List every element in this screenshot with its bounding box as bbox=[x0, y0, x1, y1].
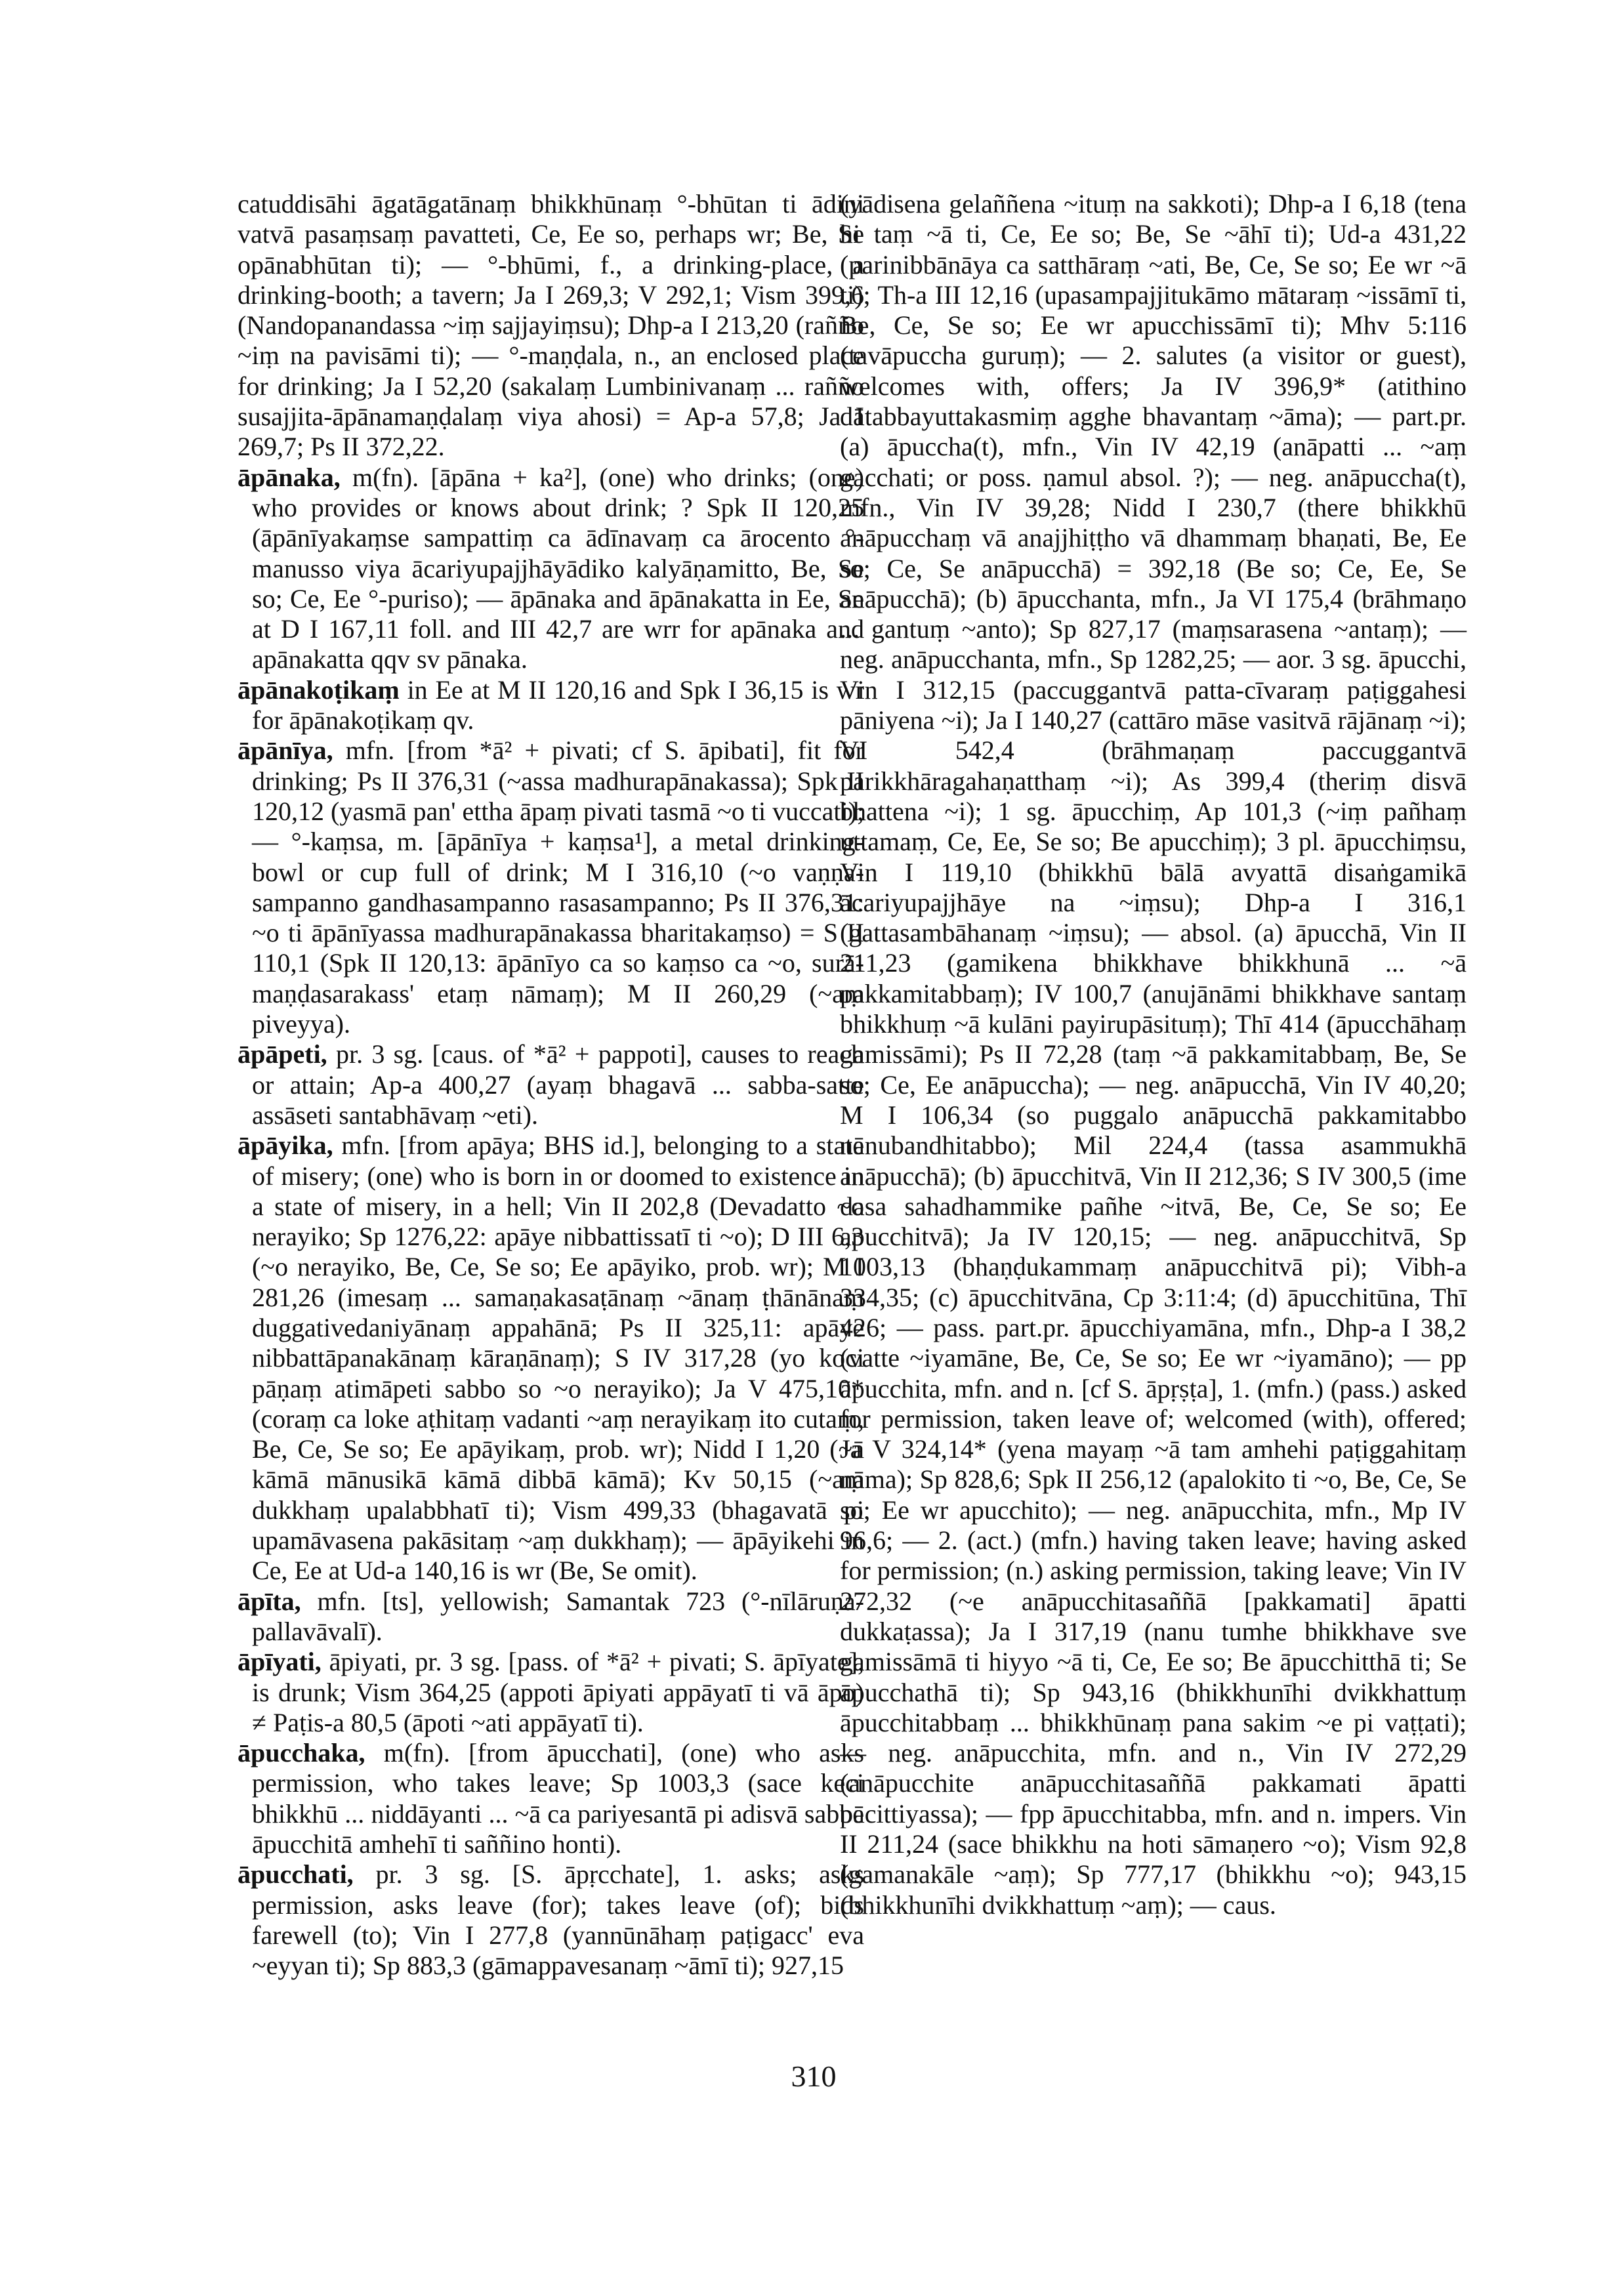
entry-text: āpiyati, pr. 3 sg. [pass. of *ā² + pivati; S. āpīyate], is drunk; Vism 364,25 (appoti āpiyati appāyatī ti vā āpo) ≠ Paṭis-a 80,5 (āpoti ~ati appāyatī ti). bbox=[252, 1647, 865, 1737]
dictionary-entry bbox=[238, 1859, 864, 1981]
entry-text: m(fn). [from āpucchati], (one) who asks permission, who takes leave; Sp 1003,3 (sace keci bhikkhū ... niddāyanti ... ~ā ca pariyesantā pi adisvā sabbe āpucchitā amhehī ti saññino honti). bbox=[252, 1738, 865, 1859]
left-column bbox=[238, 189, 864, 1981]
entry-headword: āpānaka, bbox=[238, 462, 341, 492]
entry-headword: āpāyika, bbox=[238, 1130, 333, 1161]
dictionary-entry bbox=[238, 675, 864, 736]
dictionary-entry bbox=[238, 1647, 864, 1738]
page-number: 310 bbox=[791, 2059, 837, 2093]
entry-text: in Ee at M II 120,16 and Spk I 36,15 is wr for āpānakoṭikaṃ qv. bbox=[252, 674, 864, 735]
right-column bbox=[840, 189, 1467, 1920]
entry-headword: āpānakoṭikaṃ bbox=[238, 674, 400, 705]
dictionary-entry bbox=[238, 735, 864, 1039]
entry-headword: āpīyati, bbox=[238, 1647, 322, 1677]
entry-text: mfn. [from apāya; BHS id.], belonging to a state of misery; (one) who is born in or doomed to existence in a state of misery, in a hell; Vin II 202,8 (Devadatto ~o nerayiko; Sp 1276,22: apāye nibbattissatī ti ~o); D III 6,3 (~o nerayiko, Be, Ce, Se so; Ee apāyiko, prob. wr); M I 281,26 (imesaṃ ... samaṇakasaṭānaṃ ~ānaṃ ṭhānānaṃ duggativedaniyānaṃ appahānā; Ps II 325,11: apāye nibbattāpanakānaṃ kāraṇānaṃ); S IV 317,28 (yo koci pāṇaṃ atimāpeti sabbo so ~o nerayiko); Ja V 475,10* (coraṃ ca loke aṭhitaṃ vadanti ~aṃ nerayikaṃ ito cutaṃ, Be, Ce, Se so; Ee apāyikaṃ, prob. wr); Nidd I 1,20 (~ā kāmā mānusikā kāmā dibbā kāmā); Kv 50,15 (~aṃ dukkhaṃ upalabbhatī ti); Vism 499,33 (bhagavatā pi upamāvasena pakāsitaṃ ~aṃ dukkhaṃ); — āpāyikehi in Ce, Ee at Ud-a 140,16 is wr (Be, Se omit). bbox=[252, 1130, 865, 1586]
entry-text: mfn. [from *ā² + pivati; cf S. āpibati], fit for drinking; Ps II 376,31 (~assa madhurapānakassa); Spk II 120,12 (yasmā pan' ettha āpaṃ pivati tasmā ~o ti vuccati); — °-kaṃsa, m. [āpānīya + kaṃsa¹], a metal drinking-bowl or cup full of drink; M I 316,10 (~o vaṇṇa-sampanno gandhasampanno rasasampanno; Ps II 376,31: ~o ti āpānīyassa madhurapānakassa bharitakaṃso) = S II 110,1 (Spk II 120,13: āpānīyo ca so kaṃso ca ~o, surā-maṇḍasarakass' etaṃ nāmaṃ); M II 260,29 (~aṃ piveyya). bbox=[252, 735, 865, 1039]
entry-headword: āpāpeti, bbox=[238, 1039, 327, 1069]
entry-text: (yādisena gelaññena ~ituṃ na sakkoti); Dhp-a I 6,18 (tena hi taṃ ~ā ti, Ce, Ee so; Be, Se ~āhī ti); Ud-a 431,22 (parinibbānāya ca satthāraṃ ~ati, Be, Ce, Se so; Ee wr ~ā ti); Th-a III 12,16 (upasampajjitukāmo mātaraṃ ~issāmī ti, Be, Ce, Se so; Ee wr apucchissāmī ti); Mhv 5:116 (tavāpuccha guruṃ); — 2. salutes (a visitor or guest), welcomes with, offers; Ja IV 396,9* (atithino dātabbayuttakasmiṃ agghe bhavantaṃ ~āma); — part.pr. (a) āpuccha(t), mfn., Vin IV 42,19 (anāpatti ... ~aṃ gacchati; or poss. ṇamul absol. ?); — neg. anāpuccha(t), mfn., Vin IV 39,28; Nidd I 230,7 (there bhikkhū anāpucchaṃ vā anajjhiṭṭho vā dhammaṃ bhaṇati, Be, Ee so; Ce, Se anāpucchā) = 392,18 (Be so; Ce, Ee, Se anāpucchā); (b) āpucchanta, mfn., Ja VI 175,4 (brāhmaṇo ... gantuṃ ~anto); Sp 827,17 (maṃsarasena ~antaṃ); — neg. anāpucchanta, mfn., Sp 1282,25; — aor. 3 sg. āpucchi, Vin I 312,15 (paccuggantvā patta-cīvaraṃ paṭiggahesi pāniyena ~i); Ja I 140,27 (cattāro māse vasitvā rājānaṃ ~i); VI 542,4 (brāhmaṇaṃ paccuggantvā parikkhāragahaṇatthaṃ ~i); As 399,4 (theriṃ disvā bhattena ~i); 1 sg. āpucchiṃ, Ap 101,3 (~iṃ pañhaṃ uttamaṃ, Ce, Ee, Se so; Be apucchiṃ); 3 pl. āpucchiṃsu, Vin I 119,10 (bhikkhū bālā avyattā disaṅgamikā ācariyupajjhāye na ~iṃsu); Dhp-a I 316,1 (gattasambāhanaṃ ~iṃsu); — absol. (a) āpucchā, Vin II 211,23 (gamikena bhikkhave bhikkhunā ... ~ā pakkamitabbaṃ); IV 100,7 (anujānāmi bhikkhave santaṃ bhikkhuṃ ~ā kulāni payirupāsituṃ); Thī 414 (āpucchāhaṃ gamissāmi); Ps II 72,28 (taṃ ~ā pakkamitabbaṃ, Be, Se so; Ce, Ee anāpuccha); — neg. anāpucchā, Vin IV 40,20; M I 106,34 (so puggalo anāpucchā pakkamitabbo nānubandhitabbo); Mil 224,4 (tassa asammukhā anāpucchā); (b) āpucchitvā, Vin II 212,36; S IV 300,5 (ime dasa sahadhammike pañhe ~itvā, Be, Ce, Se so; Ee apucchitvā); Ja IV 120,15; — neg. anāpucchitvā, Sp 1003,13 (bhaṇḍukammaṃ anāpucchitvā pi); Vibh-a 334,35; (c) āpucchitvāna, Cp 3:11:4; (d) āpucchitūna, Thī 426; — pass. part.pr. āpucchiyamāna, mfn., Dhp-a I 38,2 (vatte ~iyamāne, Be, Ce, Se so; Ee wr ~iyamāno); — pp āpucchita, mfn. and n. [cf S. āpṛṣṭa], 1. (mfn.) (pass.) asked for permission, taken leave of; welcomed (with), offered; Ja V 324,14* (yena mayaṃ ~ā tam amhehi paṭiggahitaṃ nāma); Sp 828,6; Spk II 256,12 (apalokito ti ~o, Be, Ce, Se so; Ee wr apucchito); — neg. anāpucchita, mfn., Mp IV 96,6; — 2. (act.) (mfn.) having taken leave; having asked for permission; (n.) asking permission, taking leave; Vin IV 272,32 (~e anāpucchitasaññā [pakkamati] āpatti dukkaṭassa); Ja I 317,19 (nanu tumhe bhikkhave sve gamissāmā ti hiyyo ~ā ti, Ce, Ee so; Be āpucchitthā ti; Se āpucchathā ti); Sp 943,16 (bhikkhunīhi dvikkhattuṃ āpucchitabbaṃ ... bhikkhūnaṃ pana sakim ~e pi vaṭṭati); — neg. anāpucchita, mfn. and n., Vin IV 272,29 (anāpucchite anāpucchitasaññā pakkamati āpatti pācittiyassa); — fpp āpucchitabba, mfn. and n. impers. Vin II 211,24 (sace bhikkhu na hoti sāmaṇero ~o); Vism 92,8 (gamanakāle ~aṃ); Sp 777,17 (bhikkhu ~o); 943,15 (bhikkhunīhi dvikkhattuṃ ~aṃ); — caus. bbox=[840, 189, 1467, 1920]
entry-headword: āpānīya, bbox=[238, 735, 333, 766]
entry-text: mfn. [ts], yellowish; Samantak 723 (°-nīlāruṇa-pallavāvalī). bbox=[252, 1586, 864, 1646]
entry-text: pr. 3 sg. [caus. of *ā² + pappoti], causes to reach or attain; Ap-a 400,27 (ayaṃ bhagavā ... sabba-satte assāseti santabhāvaṃ ~eti). bbox=[252, 1039, 865, 1130]
dictionary-entry bbox=[238, 189, 864, 463]
dictionary-entry bbox=[238, 1130, 864, 1586]
entry-text: pr. 3 sg. [S. āpṛcchate], 1. asks; asks permission, asks leave (for); takes leave (of); bids farewell (to); Vin I 277,8 (yannūnāhaṃ paṭigacc' eva ~eyyan ti); Sp 883,3 (gāmappavesanaṃ ~āmī ti); 927,15 bbox=[252, 1859, 865, 1981]
entry-text: m(fn). [āpāna + ka²], (one) who drinks; (one) who provides or knows about drink; ? Spk II 120,25 (āpānīyakaṃse sampattiṃ ca ādīnavaṃ ca ārocento °-manusso viya ācariyupajjhāyādiko kalyāṇamitto, Be, Se so; Ce, Ee °-puriso); — āpānaka and āpānakatta in Ee, Se at D I 167,11 foll. and III 42,7 are wrr for apānaka and apānakatta qqv sv pānaka. bbox=[252, 462, 865, 674]
dictionary-entry bbox=[238, 463, 864, 675]
entry-headword: āpucchati, bbox=[238, 1859, 354, 1890]
entry-headword: āpīta, bbox=[238, 1586, 301, 1616]
entry-headword: āpucchaka, bbox=[238, 1738, 365, 1768]
dictionary-entry bbox=[238, 1738, 864, 1859]
entry-text: catuddisāhi āgatāgatānaṃ bhikkhūnaṃ °-bhūtan ti ādini vatvā pasaṃsaṃ pavatteti, Ce, Ee so, perhaps wr; Be, Se opānabhūtan ti); — °-bhūmi, f., a drinking-place, a drinking-booth; a tavern; Ja I 269,3; V 292,1; Vism 399,6 (Nandopanandassa ~iṃ sajjayiṃsu); Dhp-a I 213,20 (rañño ~iṃ na pavisāmi ti); — °-maṇḍala, n., an enclosed place for drinking; Ja I 52,20 (sakalaṃ Lumbinivanaṃ ... rañño susajjita-āpānamaṇḍalaṃ viya ahosi) = Ap-a 57,8; Ja I 269,7; Ps II 372,22. bbox=[238, 189, 864, 462]
dictionary-entry bbox=[238, 1586, 864, 1647]
dictionary-entry bbox=[238, 1039, 864, 1130]
dictionary-entry bbox=[840, 189, 1467, 1920]
